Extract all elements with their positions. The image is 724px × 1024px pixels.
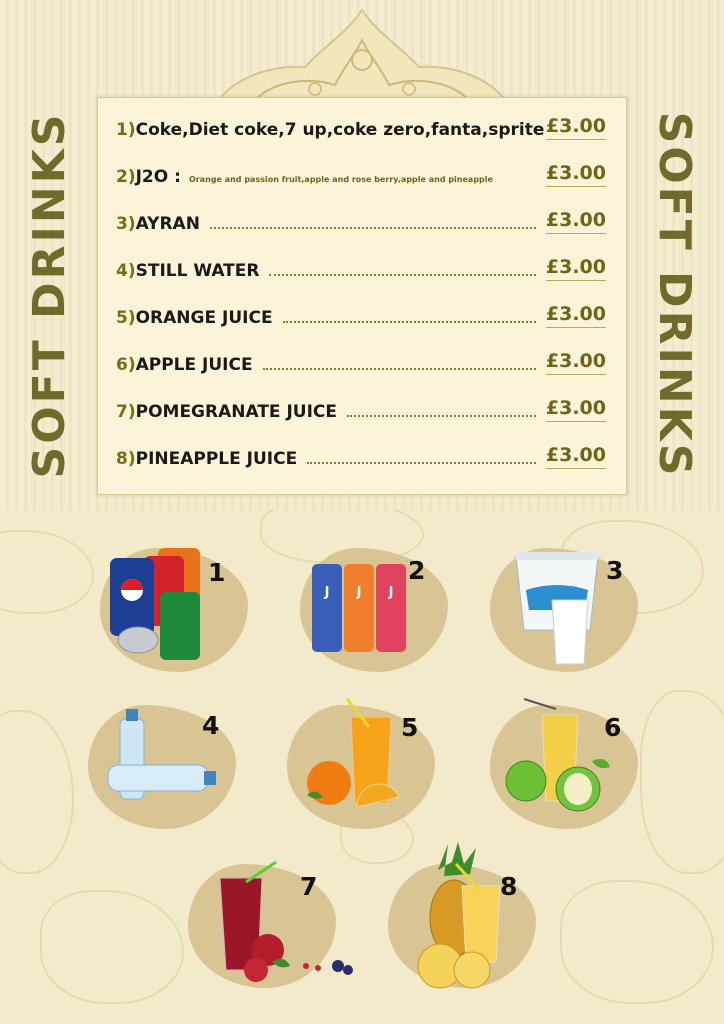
menu-item [116, 439, 606, 469]
svg-text:J: J [388, 585, 394, 600]
item-name [116, 214, 200, 234]
price-list-panel [97, 97, 627, 495]
item-label: ORANGE JUICE [135, 308, 273, 328]
item-number: 4) [116, 261, 136, 281]
photo-ayran [490, 548, 638, 672]
item-number: 1) [116, 120, 136, 140]
item-name [116, 261, 259, 281]
svg-text:J: J [356, 585, 362, 600]
item-label: STILL WATER [135, 261, 260, 281]
photo-number: 8 [500, 872, 518, 901]
leader-dots [307, 461, 536, 464]
leader-dots [210, 226, 536, 229]
side-title-right: SOFT DRINKS [649, 111, 700, 479]
photo-number: 1 [208, 558, 226, 587]
soda-cans-icon [108, 546, 220, 666]
item-label: AYRAN [135, 214, 200, 234]
photo-apple-juice [490, 705, 638, 829]
item-description: Orange and passion fruit,apple and rose berry,apple and pineapple [188, 175, 493, 184]
menu-item [116, 110, 606, 140]
item-name [116, 355, 253, 375]
photo-number: 7 [300, 872, 318, 901]
ornament-icon [215, 5, 509, 105]
orange-juice-icon [299, 697, 409, 817]
item-number: 3) [116, 214, 136, 234]
menu-item [116, 251, 606, 281]
item-number: 2) [116, 167, 136, 187]
menu-item [116, 392, 606, 422]
leader-dots [347, 414, 536, 417]
leader-dots [263, 367, 536, 370]
photo-pineapple-juice [388, 864, 536, 988]
item-number: 5) [116, 308, 136, 328]
leader-dots [283, 320, 536, 323]
item-label: APPLE JUICE [135, 355, 253, 375]
item-price: £3.00 [546, 256, 606, 281]
item-number: 6) [116, 355, 136, 375]
j2o-cans-icon [310, 562, 410, 654]
item-name [116, 167, 181, 187]
item-number: 8) [116, 449, 136, 469]
menu-item [116, 204, 606, 234]
photo-water [88, 705, 236, 829]
photo-number: 4 [202, 711, 220, 740]
item-price: £3.00 [546, 350, 606, 375]
menu-item [116, 345, 606, 375]
menu-item [116, 298, 606, 328]
pomegranate-juice-icon [214, 858, 364, 988]
item-label: POMEGRANATE JUICE [135, 402, 337, 422]
photo-number: 3 [606, 556, 624, 585]
side-title-left: SOFT DRINKS [24, 111, 75, 479]
item-name [116, 120, 544, 140]
item-price: £3.00 [546, 115, 606, 140]
apple-juice-icon [502, 695, 614, 815]
item-price: £3.00 [546, 444, 606, 469]
photo-orange-juice [287, 705, 435, 829]
svg-text:J: J [324, 585, 330, 600]
item-name [116, 402, 337, 422]
item-price: £3.00 [546, 303, 606, 328]
pineapple-juice-icon [408, 840, 518, 990]
ayran-icon [512, 550, 602, 668]
item-price: £3.00 [546, 397, 606, 422]
item-name [116, 449, 297, 469]
item-price: £3.00 [546, 162, 606, 187]
item-price: £3.00 [546, 209, 606, 234]
item-label: PINEAPPLE JUICE [135, 449, 298, 469]
leader-dots [269, 273, 535, 276]
menu-item [116, 157, 606, 187]
item-label: Coke,Diet coke,7 up,coke zero,fanta,sprite [135, 120, 545, 140]
item-label: J2O : [135, 167, 181, 187]
item-name [116, 308, 273, 328]
photo-number: 2 [408, 556, 426, 585]
photo-pomegranate-juice [188, 864, 336, 988]
photo-number: 6 [604, 713, 622, 742]
item-number: 7) [116, 402, 136, 422]
photo-number: 5 [401, 713, 419, 742]
